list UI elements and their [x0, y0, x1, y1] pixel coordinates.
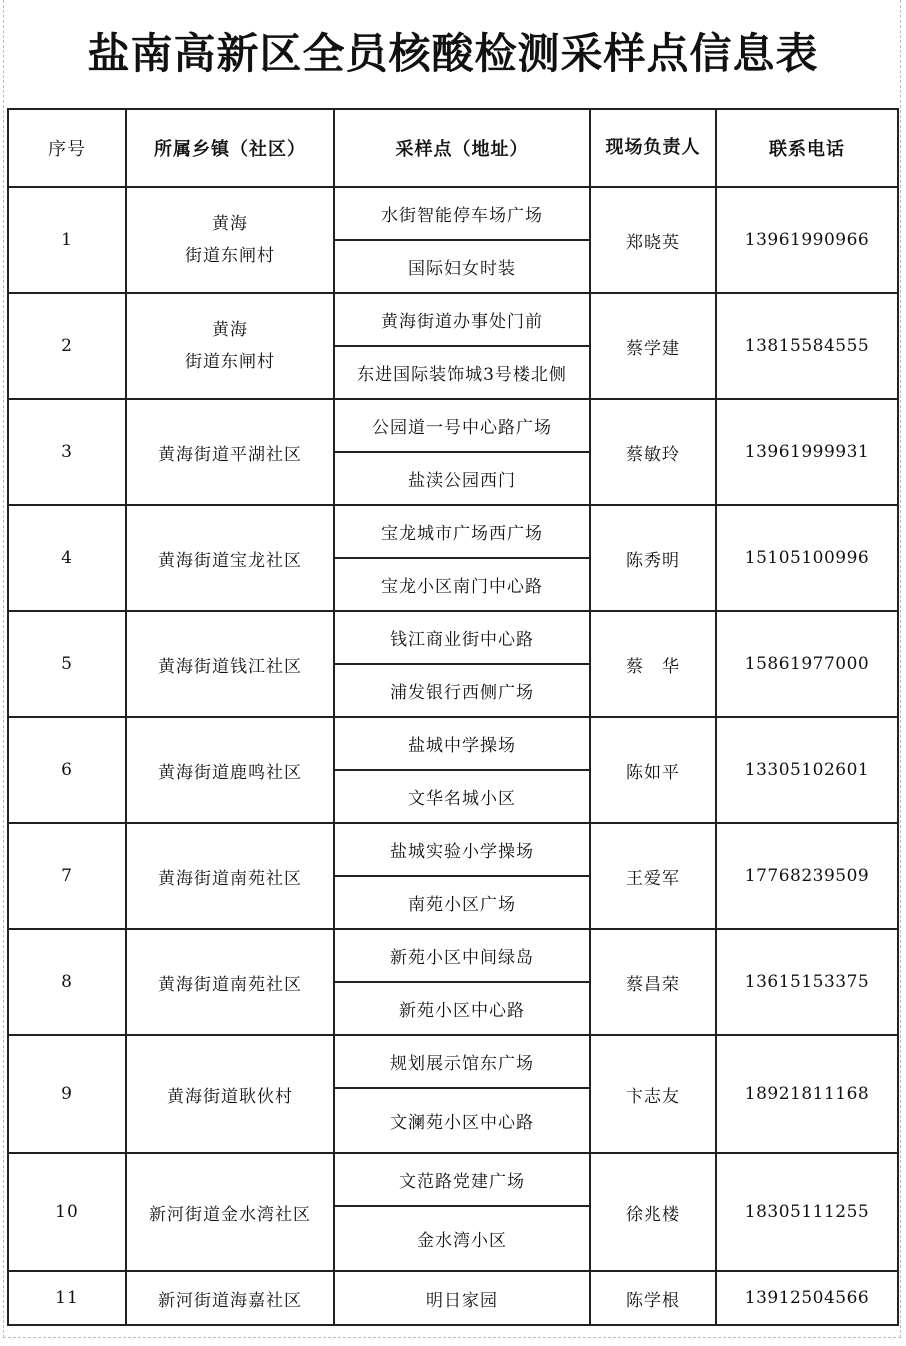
table-row [8, 187, 898, 240]
header-leader: 现场负责人 [590, 109, 716, 187]
table-row [8, 505, 898, 558]
row-site: 公园道一号中心路广场 [334, 399, 590, 452]
row-town: 黄海街道宝龙社区 [126, 505, 334, 611]
row-no: 2 [8, 293, 126, 399]
row-phone: 13912504566 [716, 1271, 898, 1325]
row-site: 盐渎公园西门 [334, 452, 590, 505]
row-no: 3 [8, 399, 126, 505]
row-site: 文华名城小区 [334, 770, 590, 823]
header-row [8, 109, 898, 187]
row-site: 明日家园 [334, 1271, 590, 1325]
row-site: 新苑小区中间绿岛 [334, 929, 590, 982]
row-phone: 15105100996 [716, 505, 898, 611]
row-site: 东进国际装饰城3号楼北侧 [334, 346, 590, 399]
row-leader: 陈如平 [590, 717, 716, 823]
row-no: 8 [8, 929, 126, 1035]
row-no: 4 [8, 505, 126, 611]
row-leader: 蔡 华 [590, 611, 716, 717]
row-phone: 13305102601 [716, 717, 898, 823]
header-phone: 联系电话 [716, 109, 898, 187]
row-no: 1 [8, 187, 126, 293]
row-town: 黄海街道南苑社区 [126, 929, 334, 1035]
table-row [8, 823, 898, 876]
row-site: 浦发银行西侧广场 [334, 664, 590, 717]
header-no: 序号 [8, 109, 126, 187]
header-town: 所属乡镇（社区） [126, 109, 334, 187]
row-town: 黄海街道南苑社区 [126, 823, 334, 929]
row-leader: 蔡敏玲 [590, 399, 716, 505]
row-site: 钱江商业街中心路 [334, 611, 590, 664]
row-no: 7 [8, 823, 126, 929]
row-phone: 17768239509 [716, 823, 898, 929]
row-site: 盐城实验小学操场 [334, 823, 590, 876]
row-no: 11 [8, 1271, 126, 1325]
row-town: 黄海 街道东闸村 [126, 187, 334, 293]
header-site: 采样点（地址） [334, 109, 590, 187]
table-row [8, 1153, 898, 1206]
row-leader: 卞志友 [590, 1035, 716, 1153]
row-site: 水街智能停车场广场 [334, 187, 590, 240]
row-leader: 蔡昌荣 [590, 929, 716, 1035]
row-site: 宝龙小区南门中心路 [334, 558, 590, 611]
table-row [8, 929, 898, 982]
table-row [8, 717, 898, 770]
row-phone: 18305111255 [716, 1153, 898, 1271]
row-town: 新河街道金水湾社区 [126, 1153, 334, 1271]
row-no: 6 [8, 717, 126, 823]
row-phone: 15861977000 [716, 611, 898, 717]
row-leader: 陈学根 [590, 1271, 716, 1325]
row-site: 盐城中学操场 [334, 717, 590, 770]
row-phone: 13961999931 [716, 399, 898, 505]
row-town: 黄海街道鹿鸣社区 [126, 717, 334, 823]
row-town: 黄海 街道东闸村 [126, 293, 334, 399]
row-leader: 蔡学建 [590, 293, 716, 399]
row-leader: 徐兆楼 [590, 1153, 716, 1271]
row-town: 黄海街道耿伙村 [126, 1035, 334, 1153]
row-phone: 18921811168 [716, 1035, 898, 1153]
row-site: 新苑小区中心路 [334, 982, 590, 1035]
table-row [8, 611, 898, 664]
row-site: 宝龙城市广场西广场 [334, 505, 590, 558]
row-town: 黄海街道平湖社区 [126, 399, 334, 505]
row-leader: 郑晓英 [590, 187, 716, 293]
row-town: 新河街道海嘉社区 [126, 1271, 334, 1325]
row-no: 5 [8, 611, 126, 717]
row-leader: 陈秀明 [590, 505, 716, 611]
row-no: 10 [8, 1153, 126, 1271]
row-site: 文范路党建广场 [334, 1153, 590, 1206]
row-site: 国际妇女时装 [334, 240, 590, 293]
row-phone: 13615153375 [716, 929, 898, 1035]
table-row [8, 293, 898, 346]
document-title: 盐南高新区全员核酸检测采样点信息表 [87, 29, 819, 78]
row-town: 黄海街道钱江社区 [126, 611, 334, 717]
table-row [8, 1035, 898, 1088]
row-site: 规划展示馆东广场 [334, 1035, 590, 1088]
row-site: 黄海街道办事处门前 [334, 293, 590, 346]
row-site: 文澜苑小区中心路 [334, 1088, 590, 1153]
sampling-site-table [7, 108, 899, 1326]
row-site: 南苑小区广场 [334, 876, 590, 929]
row-no: 9 [8, 1035, 126, 1153]
table-row [8, 1271, 898, 1325]
row-site: 金水湾小区 [334, 1206, 590, 1271]
table-row [8, 399, 898, 452]
row-phone: 13815584555 [716, 293, 898, 399]
row-phone: 13961990966 [716, 187, 898, 293]
row-leader: 王爱军 [590, 823, 716, 929]
